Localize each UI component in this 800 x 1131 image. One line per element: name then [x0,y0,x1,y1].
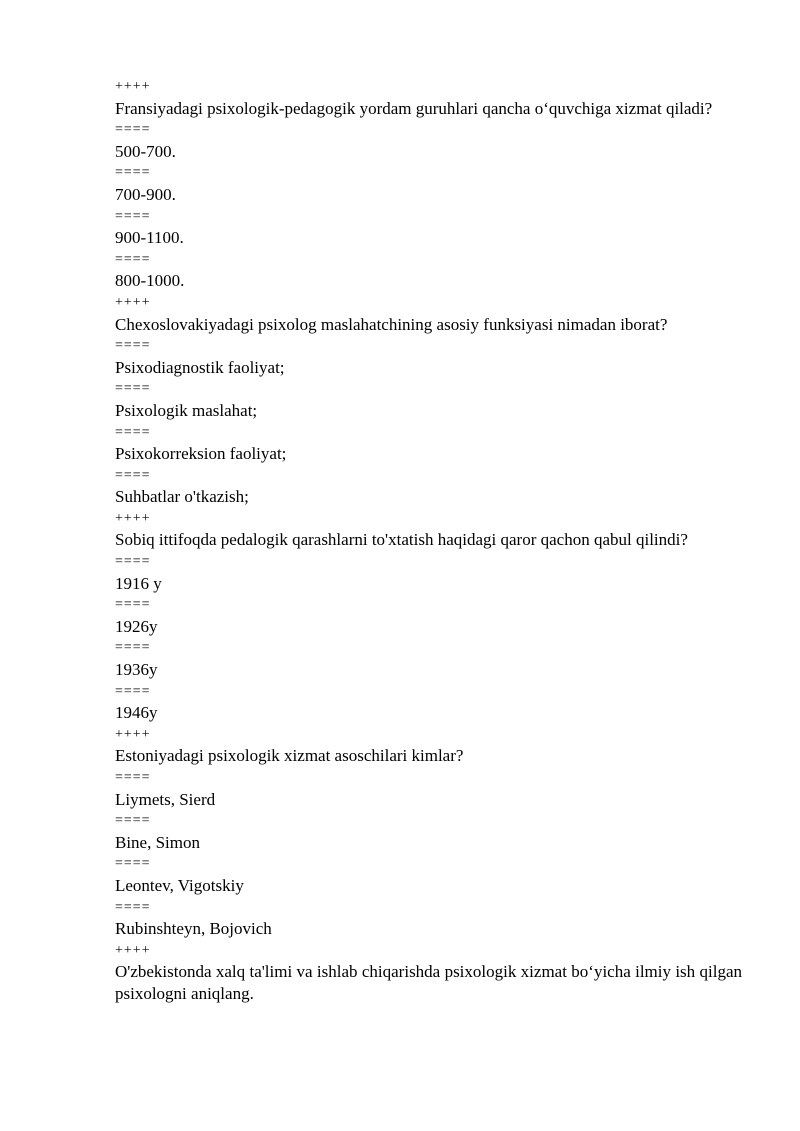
question-text: Estoniyadagi psixologik xizmat asoschilari kimlar? [115,746,464,766]
answer-option: Suhbatlar o'tkazish; [115,487,249,507]
answer-marker: ==== [115,424,151,440]
answer-option: Bine, Simon [115,832,201,852]
answer-marker: ==== [115,251,151,267]
answer-option: 800-1000. [115,271,185,291]
answer-option: 1946y [115,703,158,723]
answer-marker: ==== [115,165,151,181]
answer-option: Leontev, Vigotskiy [115,875,244,895]
question-text: O'zbekistonda xalq ta'limi va ishlab chiqarishda psixologik xizmat bo‘yicha ilmiy ish qilgan psixologni aniqlang. [115,962,742,1003]
answer-option: 500-700. [115,141,176,161]
answer-marker: ==== [115,467,151,483]
question-text: Sobiq ittifoqda pedalogik qarashlarni to'xtatish haqidagi qaror qachon qabul qilindi? [115,530,688,550]
answer-option: Rubinshteyn, Bojovich [115,919,272,939]
answer-marker: ==== [115,856,151,872]
test-document [115,76,742,1005]
answer-marker: ==== [115,554,151,570]
question-marker: ++++ [115,726,151,742]
answer-option: 700-900. [115,184,176,204]
answer-marker: ==== [115,597,151,613]
answer-marker: ==== [115,381,151,397]
answer-marker: ==== [115,899,151,915]
question-marker: ++++ [115,942,151,958]
question-marker: ++++ [115,510,151,526]
question-text: Fransiyadagi psixologik-pedagogik yordam guruhlari qancha o‘quvchiga xizmat qiladi? [115,98,713,118]
answer-marker: ==== [115,770,151,785]
answer-option: Liymets, Sierd [115,789,216,809]
answer-option: Psixologik maslahat; [115,400,258,420]
answer-option: 900-1100. [115,228,184,248]
answer-option: 1936y [115,660,158,680]
question-marker: ++++ [115,79,151,94]
answer-marker: ==== [115,208,151,224]
answer-option: 1926y [115,616,158,636]
answer-marker: ==== [115,683,151,699]
question-text: Chexoslovakiyadagi psixolog maslahatchining asosiy funksiyasi nimadan iborat? [115,314,668,334]
answer-marker: ==== [115,813,151,829]
answer-option: Psixokorreksion faoliyat; [115,444,287,464]
question-marker: ++++ [115,294,151,310]
answer-option: 1916 y [115,573,162,593]
answer-marker: ==== [115,122,151,138]
answer-option: Psixodiagnostik faoliyat; [115,357,285,377]
answer-marker: ==== [115,338,151,354]
answer-marker: ==== [115,640,151,656]
